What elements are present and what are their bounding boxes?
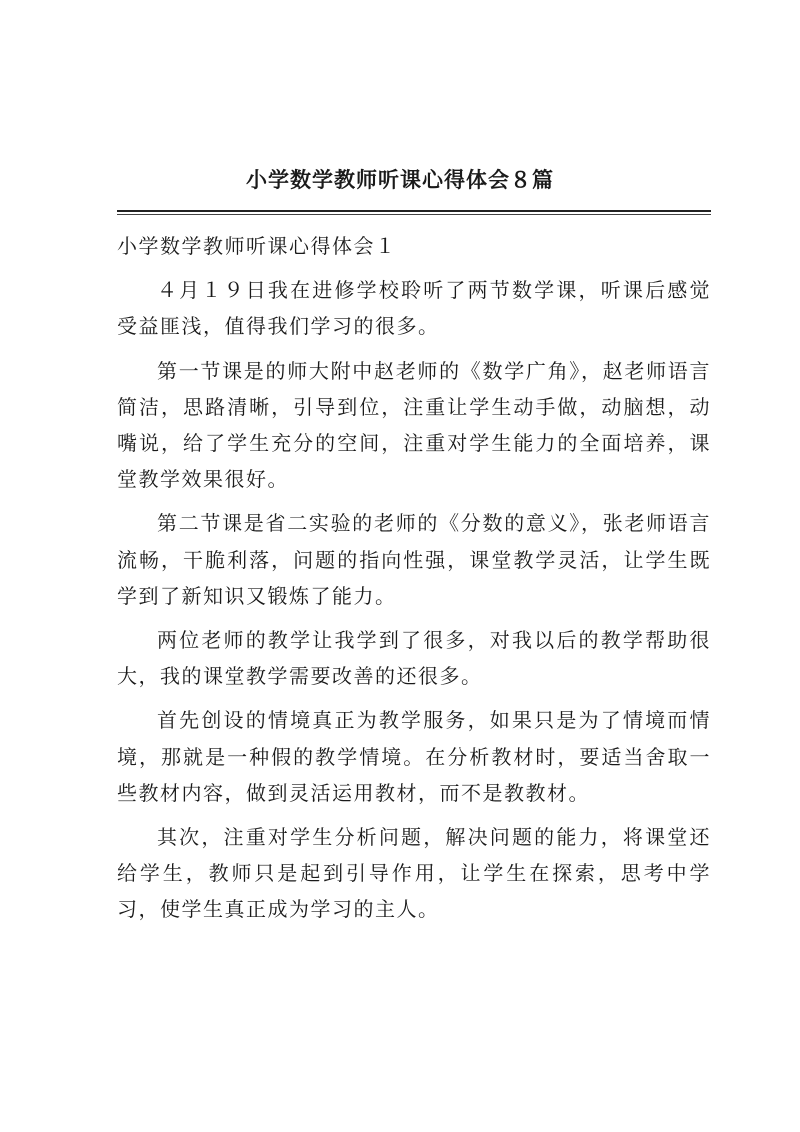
paragraph-2: 第一节课是的师大附中赵老师的《数学广角》，赵老师语言简洁，思路清晰，引导到位，注重让学生动手做，动脑想，动嘴说，给了学生充分的空间，注重对学生能力的全面培养，课堂教学效果很好。 [117,358,711,492]
paragraph-4: 两位老师的教学让我学到了很多，对我以后的教学帮助很大，我的课堂教学需要改善的还很多。 [117,628,711,689]
document-body [117,228,711,928]
paragraph-6: 其次，注重对学生分析问题，解决问题的能力，将课堂还给学生，教师只是起到引导作用，让学生在探索，思考中学习，使学生真正成为学习的主人。 [117,825,711,922]
paragraph-5: 首先创设的情境真正为教学服务，如果只是为了情境而情境，那就是一种假的教学情境。在分析教材时，要适当舍取一些教材内容，做到灵活运用教材，而不是教教材。 [117,708,711,805]
document-title: 小学数学教师听课心得体会８篇 [246,167,554,192]
paragraph-1: ４月１９日我在进修学校聆听了两节数学课，听课后感觉受益匪浅，值得我们学习的很多。 [117,278,711,339]
title-divider-thick [117,210,711,212]
title-divider-thin [117,214,711,215]
paragraph-3: 第二节课是省二实验的老师的《分数的意义》，张老师语言流畅，干脆利落，问题的指向性强，课堂教学灵活，让学生既学到了新知识又锻炼了能力。 [117,511,711,608]
section-heading: 小学数学教师听课心得体会１ [117,234,397,258]
